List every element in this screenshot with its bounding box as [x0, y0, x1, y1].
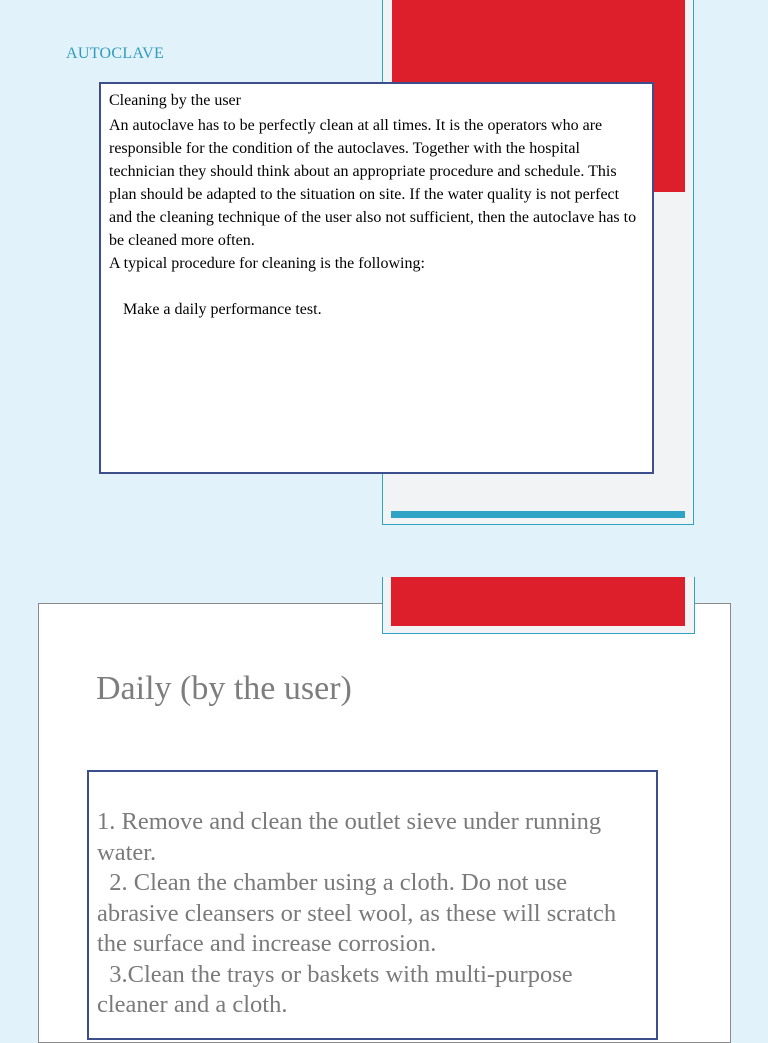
list-item: 1. Remove and clean the outlet sieve under running water.	[97, 808, 602, 866]
slide-header: AUTOCLAVE	[66, 45, 165, 62]
red-accent-block	[391, 577, 685, 626]
procedure-step: Make a daily performance test.	[123, 301, 322, 318]
list-item: 2. Clean the chamber using a cloth. Do not use abrasive cleansers or steel wool, as these will scratch the surface and increase corrosion.	[97, 869, 623, 957]
content-box	[87, 770, 658, 1040]
list-item: 3.Clean the trays or baskets with multi-purpose cleaner and a cloth.	[97, 960, 579, 1018]
blue-accent-bar	[391, 511, 685, 518]
slide-title: Daily (by the user)	[96, 670, 352, 707]
content-box	[99, 82, 654, 474]
paragraph: An autoclave has to be perfectly clean at all times. It is the operators who are responsible for the condition of the autoclaves. Together with the hospital technician they should think about an appropriate procedure and schedule. This plan should be adapted to the situation on site. If the water quality is not perfect and the cleaning technique of the user also not sufficient, then the autoclave has to be cleaned more often.	[109, 117, 637, 249]
body-text	[109, 114, 644, 275]
section-heading: Cleaning by the user	[109, 92, 241, 109]
paragraph: A typical procedure for cleaning is the following:	[109, 255, 425, 272]
